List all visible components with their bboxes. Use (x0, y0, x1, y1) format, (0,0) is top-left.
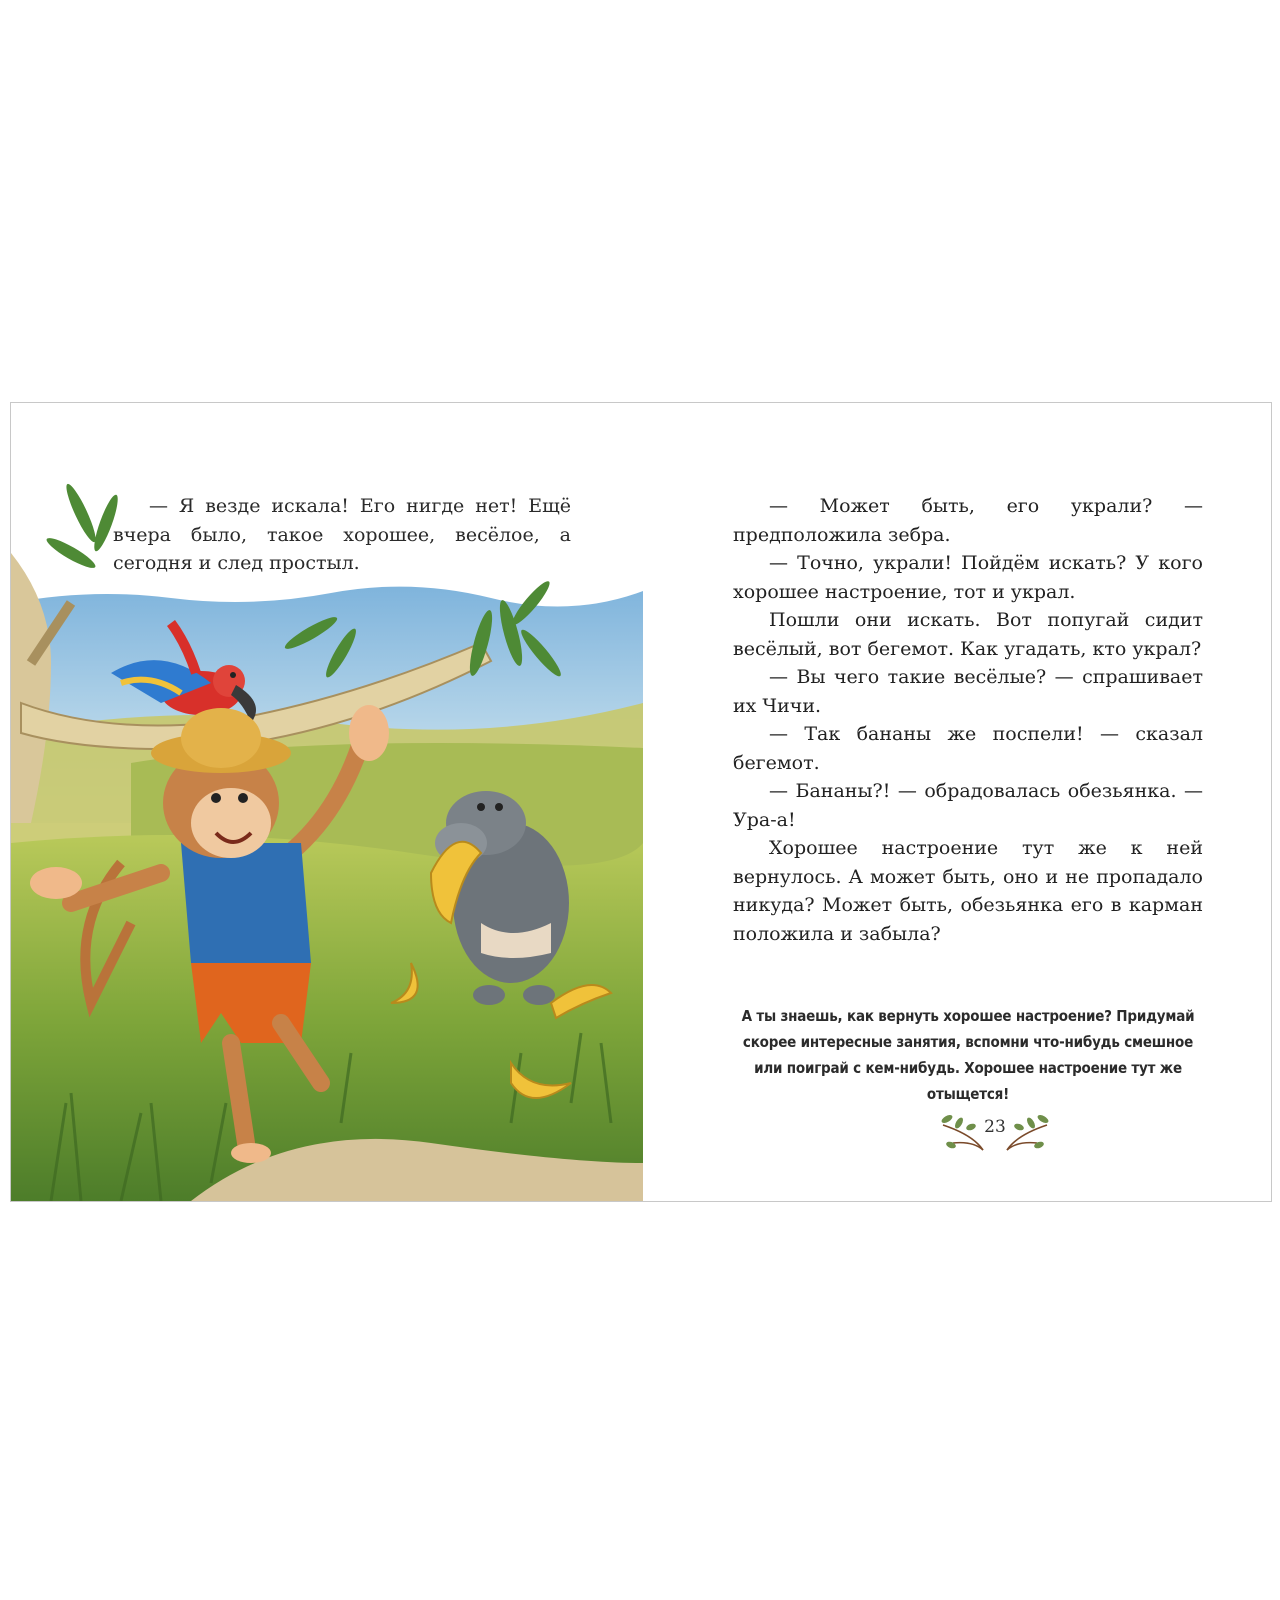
story-paragraph: — Вы чего такие весёлые? — спрашивает их Чичи. (733, 666, 1203, 717)
story-paragraph: Хорошее настроение тут же к ней вернулось. А может быть, оно и не пропадало никуда? Может быть, обезьянка его в карман положила и забыла? (733, 837, 1203, 945)
story-paragraph: Пошли они искать. Вот попугай сидит весёлый, вот бегемот. Как угадать, кто украл? (733, 609, 1203, 660)
story-paragraph: — Так бананы же поспели! — сказал бегемот. (733, 723, 1203, 774)
story-paragraph: — Точно, украли! Пойдём искать? У кого хорошее настроение, тот и украл. (733, 552, 1203, 603)
page-number-ornament (933, 1105, 1057, 1155)
story-text (733, 492, 1203, 948)
page-number: 23 (984, 1117, 1006, 1137)
book-spread (10, 402, 1272, 1202)
right-page (643, 403, 1271, 1201)
left-paragraph: — Я везде искала! Его нигде нет! Ещё вчера было, такое хорошее, весёлое, а сегодня и след простыл. (113, 495, 571, 574)
story-paragraph: — Бананы?! — обрадовалась обезьянка. — Ура-а! (733, 780, 1203, 831)
left-page (11, 403, 643, 1201)
story-paragraph: — Может быть, его украли? — предположила зебра. (733, 495, 1203, 546)
tip-text: А ты знаешь, как вернуть хорошее настроение? Придумай скорее интересные занятия, вспомни что-нибудь смешное или поиграй с кем-нибудь. Хорошее настроение тут же отыщется! (741, 1007, 1195, 1103)
left-text (113, 492, 571, 578)
